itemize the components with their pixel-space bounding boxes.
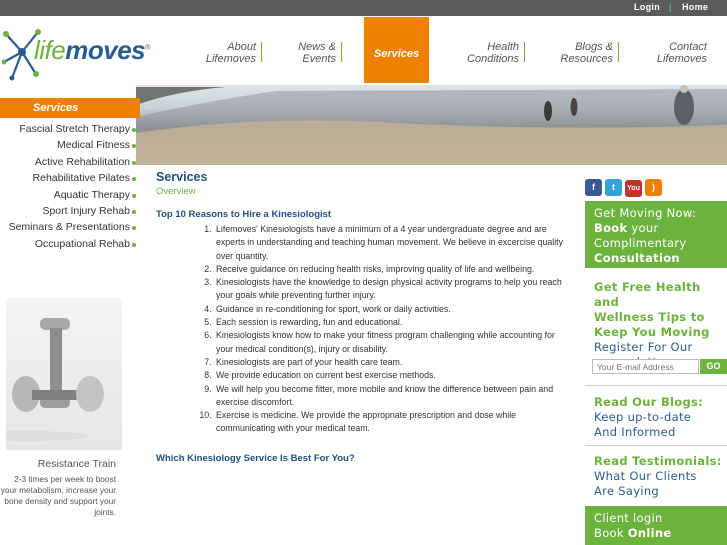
sidebar-service-list <box>0 121 136 252</box>
testimonials-box[interactable]: Read Testimonials: What Our Clients Are Saying <box>594 454 722 498</box>
list-item: 2. Receive guidance on reducing health risks, improving quality of life and wellbeing. <box>214 263 571 276</box>
list-item: 3. Kinesiologists have the knowledge to design physical activity programs to help you reach your goals while preventing further injury. <box>214 276 571 303</box>
twitter-icon[interactable]: t <box>605 179 622 196</box>
divider <box>585 385 727 386</box>
page-subtitle: Overview <box>156 186 196 197</box>
reasons-list <box>214 223 571 436</box>
resistance-train-promo <box>0 298 136 545</box>
youtube-icon[interactable]: You <box>625 180 642 197</box>
client-login-box[interactable]: Client login Book Online <box>585 506 727 545</box>
sidebar-item-medical-fitness[interactable]: Medical Fitness <box>0 137 136 153</box>
nav-services[interactable]: Services <box>364 17 429 83</box>
sidebar-item-aquatic-therapy[interactable]: Aquatic Therapy <box>0 187 136 203</box>
newsletter-box: Get Free Health and Wellness Tips to Keep You Moving Register For Our <box>594 280 710 354</box>
facebook-icon[interactable]: f <box>585 179 602 196</box>
list-item: 7. Kinesiologists are part of your health care team. <box>214 356 571 369</box>
sidebar-item-sport-injury[interactable]: Sport Injury Rehab <box>0 203 136 219</box>
list-item: 1. Lifemoves' Kinesiologists have a minimum of a 4 year undergraduate degree and are experts in understanding and teaching human movement. We believe in excercise quality over quantity. <box>214 223 571 263</box>
which-service-heading[interactable]: Which Kinesiology Service Is Best For You? <box>156 452 355 464</box>
consultation-box[interactable]: Get Moving Now: Book your Complimentary Consultation <box>585 201 727 268</box>
nav-contact[interactable]: Contact Lifemoves <box>656 41 707 65</box>
sidebar-header: Services <box>0 98 140 118</box>
home-link[interactable]: Home <box>682 2 709 12</box>
newsletter-go-button[interactable]: GO <box>700 359 727 374</box>
sidebar-item-active-rehab[interactable]: Active Rehabilitation <box>0 154 136 170</box>
sidebar-item-rehab-pilates[interactable]: Rehabilitative Pilates <box>0 170 136 186</box>
hero-beach-photo <box>136 85 727 165</box>
sidebar-item-occupational-rehab[interactable]: Occupational Rehab <box>0 236 136 252</box>
top-utility-bar <box>0 0 727 16</box>
promo-description: 2-3 times per week to boost your metabolism, increase your bone density and support your joints. <box>0 474 116 517</box>
email-input[interactable] <box>592 359 699 374</box>
reasons-heading: Top 10 Reasons to Hire a Kinesiologist <box>156 209 332 220</box>
main-content <box>156 170 571 464</box>
list-item: 8. We provide education on current best exercise methods. <box>214 369 571 382</box>
divider <box>585 445 727 446</box>
list-item: 6. Kinesiologists know how to make your fitness program challenging while accounting for your medical condition(s), injury or disability. <box>214 329 571 356</box>
list-item: 10. Exercise is medicine. We provide the appropriate prescription and dose while communicating with your medical team. <box>214 409 571 436</box>
nav-news-events[interactable]: News & Events <box>290 17 336 83</box>
nav-health-conditions[interactable]: Health Conditions <box>458 17 519 83</box>
page-title: Services <box>156 170 208 184</box>
nav-blogs-resources[interactable]: Blogs & Resources <box>558 17 613 83</box>
social-icons <box>585 177 675 195</box>
list-item: 9. We will help you become fitter, more mobile and know the difference between pain and exercise discomfort. <box>214 383 571 410</box>
login-link[interactable]: Login <box>634 2 660 12</box>
sidebar-item-fascial-stretch[interactable]: Fascial Stretch Therapy <box>0 121 136 137</box>
nav-about[interactable]: About Lifemoves <box>200 17 256 83</box>
promo-title: Resistance Train <box>37 458 116 470</box>
blogs-box[interactable]: Read Our Blogs: Keep up-to-date And Informed <box>594 395 704 439</box>
topbar-separator: | <box>669 2 672 12</box>
list-item: 4. Guidance in re-conditioning for sport, work or daily activities. <box>214 303 571 316</box>
list-item: 5. Each session is rewarding, fun and educational. <box>214 316 571 329</box>
sidebar-item-seminars[interactable]: Seminars & Presentations <box>0 219 136 235</box>
rss-icon[interactable]: ) <box>645 179 662 196</box>
dumbbell-photo <box>6 298 122 450</box>
logo-wordmark: lifemoves® <box>34 35 150 65</box>
lifemoves-logo[interactable] <box>0 18 160 86</box>
